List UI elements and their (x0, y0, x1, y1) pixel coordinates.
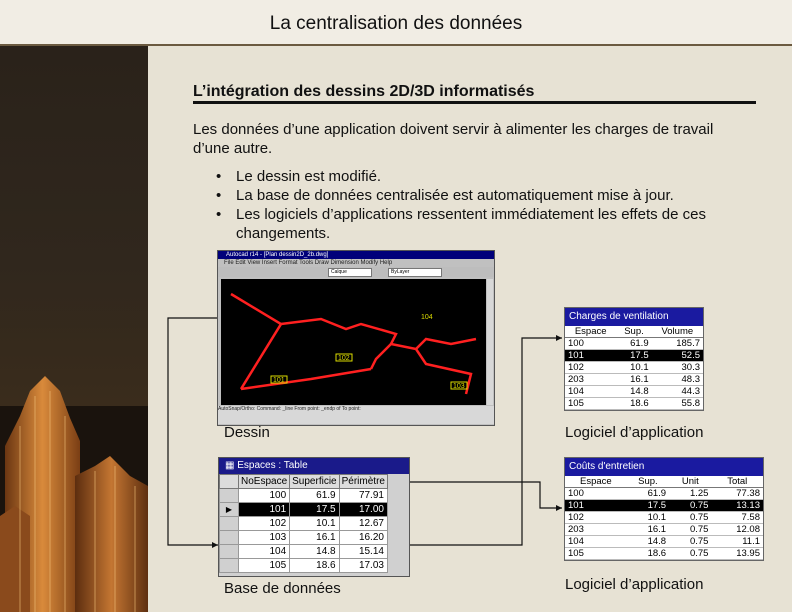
table-row[interactable]: 104 14.8 15.14 (220, 545, 388, 559)
table-row[interactable]: 100 61.9 1.25 77.38 (565, 488, 763, 500)
column-header: Total (711, 476, 763, 488)
room-label: 102 (338, 355, 350, 362)
table-row[interactable]: 105 18.6 55.8 (565, 398, 703, 410)
row-selector[interactable] (220, 517, 239, 531)
bullet-item: • La base de données centralisée est automatiquement mise à jour. (216, 187, 674, 204)
table-row[interactable]: 105 18.6 0.75 13.95 (565, 548, 763, 560)
maintenance-table[interactable] (564, 457, 764, 561)
table-row-selected[interactable]: 101 17.5 52.5 (565, 350, 703, 362)
table-row-current[interactable]: ▶ 101 17.5 17.00 (220, 503, 388, 517)
cad-window[interactable] (217, 250, 495, 426)
bullet-icon: • (216, 168, 222, 185)
room-label: 103 (453, 383, 465, 390)
table-row-selected[interactable]: 101 17.5 0.75 13.13 (565, 500, 763, 512)
column-header: Sup. (627, 476, 669, 488)
table-icon: ▦ (225, 460, 238, 471)
row-pointer-icon[interactable]: ▶ (220, 503, 239, 517)
row-selector[interactable] (220, 489, 239, 503)
table-row[interactable]: 102 10.1 12.67 (220, 517, 388, 531)
table-grid (565, 476, 763, 560)
floor-plan (221, 279, 486, 405)
bullet-icon: • (216, 187, 222, 204)
table-title: Coûts d'entretien (565, 458, 763, 476)
column-header: Sup. (616, 326, 651, 338)
drawing-label: Dessin (224, 424, 270, 441)
layer-select[interactable]: Calque (328, 268, 372, 277)
table-row[interactable]: 100 61.9 185.7 (565, 338, 703, 350)
table-row[interactable]: 203 16.1 0.75 12.08 (565, 524, 763, 536)
application-label: Logiciel d’application (565, 424, 704, 441)
row-selector-header (220, 475, 239, 489)
table-row[interactable]: 104 14.8 44.3 (565, 386, 703, 398)
room-label: 101 (273, 377, 285, 384)
application-label-2: Logiciel d’application (565, 576, 704, 593)
table-grid (219, 474, 388, 573)
table-row[interactable]: 103 16.1 16.20 (220, 531, 388, 545)
column-header: Volume (652, 326, 703, 338)
bullet-icon: • (216, 206, 222, 223)
linetype-select[interactable]: ByLayer (388, 268, 442, 277)
drawing-canvas[interactable] (221, 279, 486, 405)
row-selector[interactable] (220, 545, 239, 559)
section-heading: L’intégration des dessins 2D/3D informatisés (193, 83, 535, 100)
column-header[interactable]: Périmètre (339, 475, 387, 489)
database-window[interactable] (218, 457, 410, 577)
column-header[interactable]: NoEspace (239, 475, 290, 489)
column-header: Espace (565, 326, 616, 338)
bullet-item: • Les logiciels d’applications ressentent immédiatement les effets de ces changements. (216, 206, 706, 242)
table-row[interactable]: 104 14.8 0.75 11.1 (565, 536, 763, 548)
ventilation-table[interactable] (564, 307, 704, 411)
vertical-scrollbar[interactable] (487, 279, 493, 405)
cad-titlebar: Autocad r14 - [Plan dessin2D_2b.dwg] (218, 251, 494, 259)
command-line[interactable]: AutoSnap/Ortho: Command: _line From point: _endp of To point: (218, 406, 494, 424)
table-row[interactable]: 100 61.9 77.91 (220, 489, 388, 503)
table-row[interactable]: 102 10.1 30.3 (565, 362, 703, 374)
database-label: Base de données (224, 580, 341, 597)
database-titlebar: ▦ Espaces : Table (219, 458, 409, 474)
table-grid (565, 326, 703, 410)
table-row[interactable]: 102 10.1 0.75 7.58 (565, 512, 763, 524)
column-header[interactable]: Superficie (290, 475, 339, 489)
intro-paragraph: Les données d’une application doivent servir à alimenter les charges de travail d’une autre. (193, 121, 714, 157)
cad-menubar[interactable]: File Edit View Insert Format Tools Draw Dimension Modify Help (224, 260, 393, 266)
column-header: Unit (669, 476, 711, 488)
bullet-item: • Le dessin est modifié. (216, 168, 382, 185)
slide-title: La centralisation des données (269, 13, 523, 34)
room-label: 104 (421, 314, 433, 321)
row-selector[interactable] (220, 531, 239, 545)
cad-toolbar[interactable] (218, 267, 494, 277)
row-selector[interactable] (220, 559, 239, 573)
table-row[interactable]: 105 18.6 17.03 (220, 559, 388, 573)
column-header: Espace (565, 476, 627, 488)
table-row[interactable]: 203 16.1 48.3 (565, 374, 703, 386)
table-title: Charges de ventilation (565, 308, 703, 326)
